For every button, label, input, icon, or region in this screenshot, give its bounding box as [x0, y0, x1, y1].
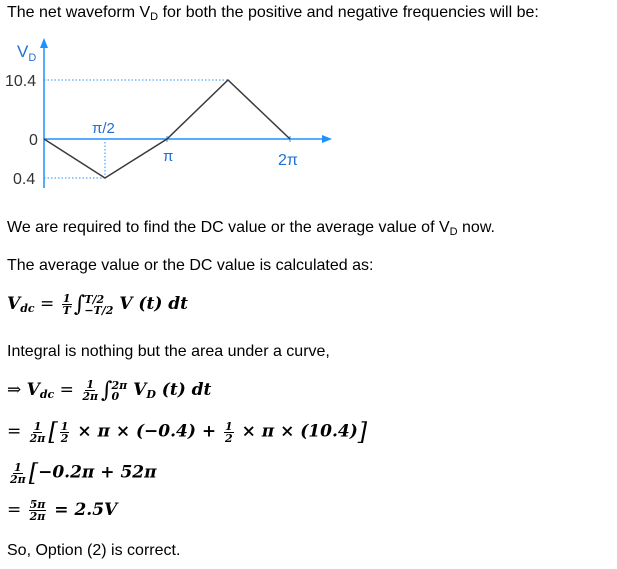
eq2-upper-limit: 2π — [111, 378, 128, 392]
equation-vdc-integral — [7, 378, 211, 403]
eq1-upper-limit: T/2 — [84, 292, 105, 306]
intro-sub: D — [150, 11, 159, 23]
eq3-equals: = — [7, 421, 27, 442]
eq4-frac-den: 2π — [10, 472, 26, 486]
waveform-graph — [0, 0, 617, 200]
para1-lead: We are required to find the DC value or the average value of V — [7, 219, 450, 236]
x-two-pi-label: 2π — [278, 152, 298, 169]
eq3-frac-den: 2π — [29, 431, 46, 445]
eq2-fraction — [81, 379, 99, 402]
x-axis-arrow — [322, 135, 332, 143]
equation-average-definition — [7, 292, 188, 317]
para1-tail: now. — [457, 219, 495, 236]
eq1-fraction — [62, 293, 72, 316]
eq2-lhs: V — [26, 380, 40, 400]
eq3-half-a-num: 1 — [60, 419, 69, 433]
intro-lead: The net waveform V — [7, 4, 151, 21]
equation-result — [7, 499, 117, 522]
eq1-frac-num: 1 — [62, 292, 71, 305]
eq5-fraction — [29, 499, 47, 522]
implies-arrow: ⇒ — [7, 380, 27, 400]
conclusion-text: So, Option (2) is correct. — [7, 542, 181, 559]
eq3-half-b-num: 1 — [225, 419, 233, 433]
eq2-lhs-sub: dc — [39, 388, 55, 401]
eq5-frac-den: 2π — [29, 510, 46, 523]
eq3-open-bracket: [ — [48, 418, 58, 446]
y-top-label: 10.4 — [5, 73, 37, 90]
y-bottom-label: 0.4 — [13, 171, 36, 188]
eq3-half-b-den: 2 — [225, 431, 233, 445]
eq3-part1: × π × (−0.4) + — [71, 421, 222, 442]
equation-simplified — [7, 459, 157, 487]
para1-sub: D — [449, 226, 458, 238]
intro-tail: for both the positive and negative frequencies will be: — [158, 4, 539, 21]
eq3-frac-num: 1 — [33, 419, 42, 433]
x-pi-label: π — [163, 148, 174, 165]
eq4-frac-num: 1 — [14, 460, 22, 474]
eq3-half-a-den: 2 — [60, 431, 69, 445]
eq5-result: = 2.5V — [48, 500, 118, 520]
integral-sign: ∫ — [73, 292, 86, 317]
eq4-open-bracket: [ — [28, 459, 39, 487]
eq3-close-bracket: ] — [357, 418, 368, 446]
eq3-half-b — [224, 421, 234, 444]
eq1-lhs: V — [7, 294, 21, 314]
eq1-limits — [84, 294, 113, 316]
eq1-lhs-sub: dc — [20, 302, 35, 315]
eq4-body: −0.2π + 52π — [38, 462, 157, 483]
eq3-fraction — [29, 421, 47, 444]
para-dc-value — [7, 219, 495, 238]
eq1-equals: = — [34, 294, 60, 314]
equation-area-sum — [7, 418, 367, 446]
eq3-half-a — [60, 421, 70, 444]
para-average-calc: The average value or the DC value is calculated as: — [7, 257, 374, 274]
eq2-frac-den: 2π — [82, 390, 99, 403]
y-zero-label: 0 — [29, 132, 38, 149]
eq1-lower-limit: −T/2 — [84, 303, 114, 317]
para-area-under-curve: Integral is nothing but the area under a curve, — [7, 343, 330, 360]
eq3-part2: × π × (10.4) — [235, 421, 358, 442]
integral-sign: ∫ — [101, 378, 113, 403]
eq2-body-v: V — [127, 380, 147, 400]
y-axis-arrow — [40, 38, 48, 48]
eq2-limits — [112, 380, 128, 402]
eq2-body-tail: (t) dt — [155, 380, 212, 400]
eq2-lower-limit: 0 — [111, 389, 120, 403]
eq2-equals: = — [54, 380, 80, 400]
eq4-fraction — [9, 462, 27, 485]
eq2-body-sub: D — [146, 388, 156, 401]
eq5-equals: = — [7, 500, 27, 520]
eq1-body: V (t) dt — [113, 294, 189, 314]
x-half-pi-label: π/2 — [92, 120, 115, 137]
eq1-frac-den: T — [62, 304, 71, 317]
y-axis-label: $V_D$ — [17, 42, 37, 64]
eq2-frac-num: 1 — [86, 378, 94, 391]
eq5-frac-num: 5π — [29, 498, 46, 511]
